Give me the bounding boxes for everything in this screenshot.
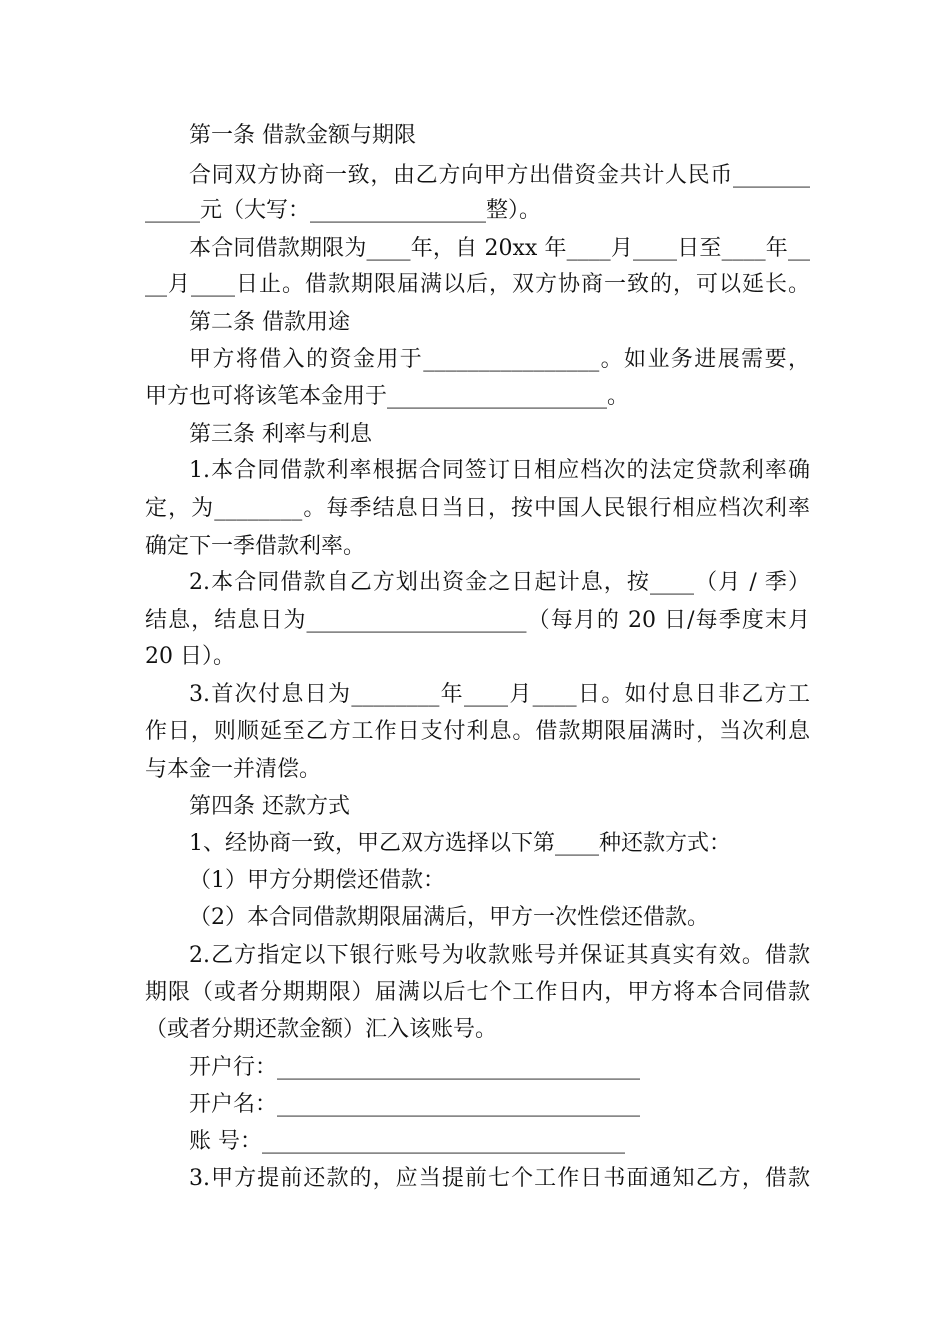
- paragraph-line: 确定下一季借款利率。: [145, 534, 366, 559]
- bank-field-line: 开户行：_________________________________: [189, 1055, 641, 1080]
- section-heading-article-1: 第一条 借款金额与期限: [189, 123, 416, 148]
- paragraph-line: 3.甲方提前还款的，应当提前七个工作日书面通知乙方，借款: [189, 1166, 810, 1191]
- paragraph-line: 结息，结息日为____________________（每月的 20 日/每季度末月: [145, 608, 810, 633]
- paragraph-line: _____元（大写：________________整）。: [145, 198, 542, 223]
- paragraph-line: 本合同借款期限为____年，自 20xx 年____月____日至____年__: [189, 236, 810, 261]
- section-heading-article-2: 第二条 借款用途: [189, 310, 350, 335]
- paragraph-line: 甲方将借入的资金用于________________。如业务进展需要，: [189, 347, 810, 372]
- list-item: （2）本合同借款期限届满后，甲方一次性偿还借款。: [189, 905, 709, 930]
- paragraph-line: 作日，则顺延至乙方工作日支付利息。借款期限届满时，当次利息: [145, 719, 810, 744]
- account-number-field-line: 账 号：_________________________________: [189, 1129, 625, 1154]
- paragraph-line: __月____日止。借款期限届满以后，双方协商一致的，可以延长。: [145, 272, 810, 297]
- paragraph-line: 定，为________。每季结息日当日，按中国人民银行相应档次利率: [145, 496, 810, 521]
- paragraph-line: 甲方也可将该笔本金用于____________________。: [145, 384, 630, 409]
- paragraph-line: 20 日）。: [145, 644, 235, 669]
- paragraph-line: 期限（或者分期期限）届满以后七个工作日内，甲方将本合同借款: [145, 980, 810, 1005]
- paragraph-line: 1、经协商一致，甲乙双方选择以下第____种还款方式：: [189, 831, 731, 856]
- paragraph-line: 1.本合同借款利率根据合同签订日相应档次的法定贷款利率确: [189, 458, 810, 483]
- paragraph-line: 3.首次付息日为________年____月____日。如付息日非乙方工: [189, 682, 810, 707]
- list-item: （1）甲方分期偿还借款：: [189, 868, 445, 893]
- paragraph-line: 2.乙方指定以下银行账号为收款账号并保证其真实有效。借款: [189, 943, 810, 968]
- paragraph-line: 2.本合同借款自乙方划出资金之日起计息，按____（月 / 季）: [189, 570, 810, 595]
- account-name-field-line: 开户名：_________________________________: [189, 1092, 641, 1117]
- section-heading-article-3: 第三条 利率与利息: [189, 422, 372, 447]
- section-heading-article-4: 第四条 还款方式: [189, 794, 350, 819]
- paragraph-line: 与本金一并清偿。: [145, 757, 322, 782]
- paragraph-line: 合同双方协商一致，由乙方向甲方出借资金共计人民币_______: [189, 163, 810, 188]
- paragraph-line: （或者分期还款金额）汇入该账号。: [145, 1017, 498, 1042]
